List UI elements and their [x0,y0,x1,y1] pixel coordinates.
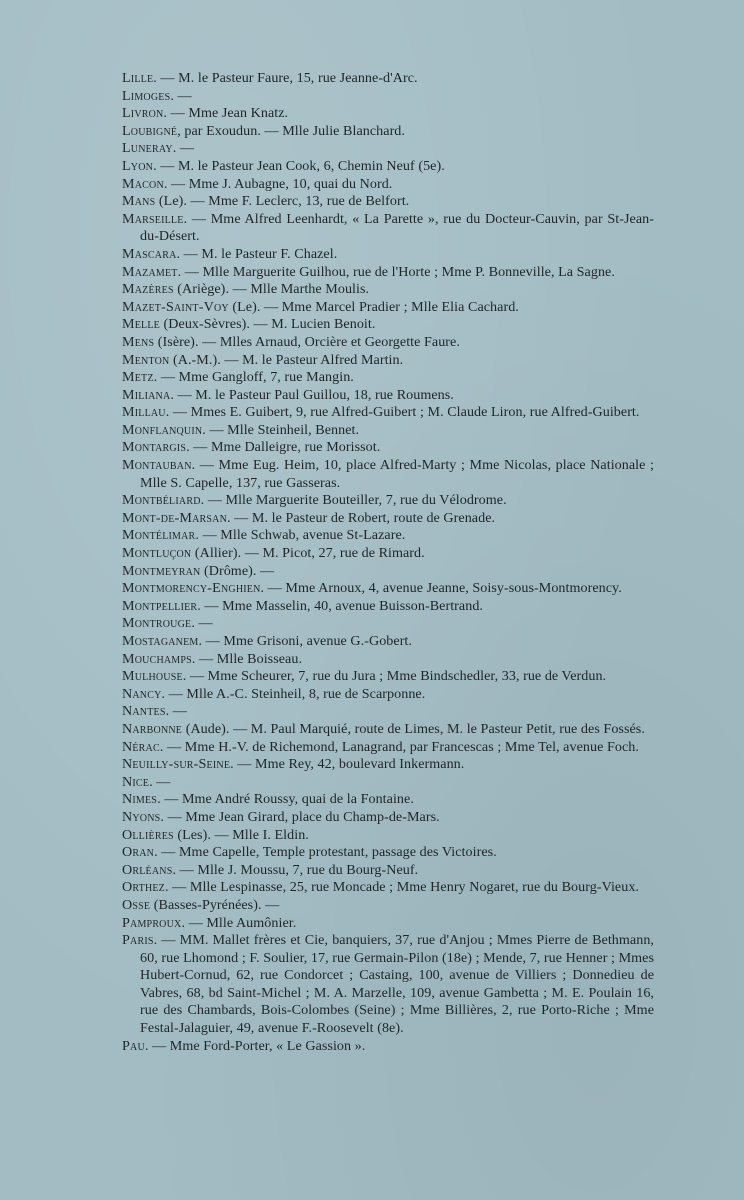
town-qualifier: (Allier) [191,545,238,562]
town-name: Mouchamps [122,650,192,667]
directory-entry [122,1038,654,1056]
separator-dash: . — [172,140,198,157]
contact-details: Mme Alfred Leenhardt, « La Parette », rue du Docteur-Cauvin, par St-Jean-du-Désert. [140,210,654,245]
town-name: Pau [122,1037,145,1054]
directory-entry [122,668,654,686]
directory-entry [122,915,654,933]
separator-dash: . — [182,668,208,685]
town-name: Lille [122,70,154,86]
directory-entry [122,158,654,176]
separator-dash: . — [165,703,191,720]
separator-dash: . — [153,932,180,949]
directory-entry [122,176,654,194]
contact-details: Mmes E. Guibert, 9, rue Alfred-Guibert ; M. Claude Liron, rue Alfred-Guibert. [190,404,640,421]
directory-entry [122,439,654,457]
separator-dash: . — [186,439,211,456]
separator-dash: . — [153,70,179,86]
town-name: Limoges [122,87,171,104]
separator-dash: . — [153,157,178,174]
contact-details: Mlle Marguerite Guilhou, rue de l'Horte ; Mme P. Bonneville, La Sagne. [202,263,615,280]
town-name: Mens [122,333,155,350]
contact-details: Mme Gangloff, 7, rue Mangin. [178,369,354,386]
town-name: Monflanquin [122,421,203,438]
town-name: Nice [122,773,150,790]
contact-details: Mme Dalleigre, rue Morissot. [210,439,381,456]
contact-details: Mlle Schwab, avenue St-Lazare. [220,527,406,544]
separator-dash: . — [230,756,255,773]
separator-dash: . — [260,580,286,597]
directory-entry [122,281,654,299]
contact-details: Mme Grisoni, avenue G.-Gobert. [223,633,412,649]
town-name: Osse [122,896,151,913]
contact-details: M. Picot, 27, rue de Rimard. [262,545,425,562]
contact-details: Mlle Steinheil, Bennet. [227,421,360,438]
separator-dash: . — [237,545,263,562]
directory-entry [122,246,654,264]
separator-dash: . — [157,791,182,808]
town-name: Melle [122,316,160,333]
contact-details: M. le Pasteur de Robert, route de Grenade. [251,509,496,526]
town-name: Mans [122,193,156,210]
separator-dash: . — [181,914,207,931]
separator-dash: . — [257,896,283,913]
town-name: Orléans [122,861,173,878]
contact-details: Mlle Julie Blanchard. [282,122,405,139]
directory-entry [122,827,654,845]
contact-details: M. le Pasteur Faure, 15, rue Jeanne-d'Arc. [178,70,418,86]
directory-entry [122,105,654,123]
town-name: Ollières [122,826,174,843]
separator-dash: . — [165,879,190,896]
separator-dash: . — [246,316,272,333]
directory-entry [122,193,654,211]
town-name: Montbéliard [122,492,201,509]
directory-entry [122,686,654,704]
contact-details: Mme Jean Girard, place du Champ-de-Mars. [185,808,440,825]
town-name: Livron [122,105,164,122]
town-name: Nancy [122,685,162,702]
directory-entry [122,756,654,774]
directory-entry [122,703,654,721]
separator-dash: . — [191,457,219,474]
separator-dash: . — [200,492,226,509]
contact-details: MM. Mallet frères et Cie, banquiers, 37, rue d'Anjou ; Mmes Pierre de Bethmann, 60, rue Lhomond ; F. Soulier, 17, rue Germain-Pilon (18e) ; Mende, 7, rue Henner ; Mmes Hubert-Cornud, 62, rue Condorcet ; Castaing, 100, avenue de Villiers ; Donnedieu de Vabres, 68, bd Saint-Michel ; M. A. Marzelle, 109, avenue Gambetta ; M. E. Poulain 16, rue des Chambards, Bois-Colombes (Seine) ; Mme Billières, 2, rue Porto-Riche ; Mme Festal-Jalaguier, 49, avenue F.-Roosevelt (8e). [140,932,654,1037]
contact-details: Mme Masselin, 40, avenue Buisson-Bertrand. [222,597,483,614]
directory-entry [122,527,654,545]
contact-details: Mme Capelle, Temple protestant, passage des Victoires. [178,844,497,861]
town-qualifier: (Basses-Pyrénées) [150,896,258,913]
directory-entry [122,140,654,158]
directory-entry [122,580,654,598]
town-name: Mostaganem [122,633,199,649]
town-qualifier: (Le) [228,298,257,315]
separator-dash: . — [225,720,251,737]
town-name: Mazamet [122,263,178,280]
contact-details: Mlle A.-C. Steinheil, 8, rue de Scarponne. [186,685,426,702]
contact-details: Mme Scheurer, 7, rue du Jura ; Mme Bindschedler, 33, rue de Verdun. [207,668,607,685]
directory-entry [122,862,654,880]
separator-dash: . — [207,826,233,843]
contact-details: M. Lucien Benoit. [271,316,376,333]
separator-dash: . — [154,844,179,861]
town-name: Pamproux [122,914,182,931]
directory-entry [122,879,654,897]
town-name: Oran [122,844,155,861]
contact-details: Mme F. Leclerc, 13, rue de Belfort. [208,193,410,210]
directory-entry [122,352,654,370]
contact-details: Mlle I. Eldin. [232,826,309,843]
town-name: Metz [122,369,154,386]
town-qualifier: (Isère) [154,333,195,350]
separator-dash: . — [160,808,186,825]
directory-entry [122,721,654,739]
separator-dash: . — [202,421,228,438]
directory-entry [122,334,654,352]
separator-dash: . — [257,122,283,139]
separator-dash: . — [197,597,223,614]
town-name: Narbonne [122,720,183,737]
directory-entry [122,123,654,141]
directory-entry [122,264,654,282]
separator-dash: . — [159,738,185,755]
separator-dash: . — [176,245,202,262]
contact-details: M. Paul Marquié, route de Limes, M. le Pasteur Petit, rue des Fossés. [250,720,645,737]
directory-entry [122,615,654,633]
town-name: Montélimar [122,527,196,544]
contact-details: Mme André Roussy, quai de la Fontaine. [181,791,414,808]
separator-dash: . — [170,87,196,104]
town-name: Nantes [122,703,166,720]
town-name: Montrouge [122,615,192,632]
town-qualifier: (Drôme) [200,562,253,579]
separator-dash: . — [170,386,196,403]
separator-dash: . — [256,298,282,315]
separator-dash: . — [191,615,217,632]
contact-details: M. le Pasteur F. Chazel. [201,245,338,262]
separator-dash: . — [144,1037,170,1054]
contact-details: Mlle Marguerite Bouteiller, 7, rue du Vélodrome. [225,492,507,509]
separator-dash: . — [163,105,189,122]
town-qualifier: (Les) [173,826,208,843]
directory-entry [122,598,654,616]
directory-list [122,70,654,1055]
contact-details: Mlle J. Moussu, 7, rue du Bourg-Neuf. [197,861,419,878]
contact-details: Mlle Boisseau. [216,650,303,667]
town-name: Millau [122,404,166,421]
directory-entry [122,88,654,106]
directory-entry [122,791,654,809]
contact-details: Mme Arnoux, 4, avenue Jeanne, Soisy-sous-Montmorency. [285,580,622,597]
contact-details: Mme J. Aubagne, 10, quai du Nord. [188,175,393,192]
directory-entry [122,404,654,422]
town-name: Mazères [122,281,174,298]
town-name: Marseille [122,210,184,227]
separator-dash: . — [227,509,252,526]
town-name: Paris [122,932,154,949]
separator-dash: . — [165,404,191,421]
directory-entry [122,633,654,651]
town-name: Miliana [122,386,171,403]
directory-entry [122,211,654,246]
town-qualifier: , par Exoudun [177,122,258,139]
directory-entry [122,774,654,792]
separator-dash: . — [195,527,221,544]
town-name: Nérac [122,738,160,755]
separator-dash: . — [191,650,217,667]
directory-entry [122,70,654,88]
town-name: Montluçon [122,545,192,562]
town-name: Mazet-Saint-Voy [122,298,229,315]
contact-details: Mme Marcel Pradier ; Mlle Elia Cachard. [281,298,519,315]
town-name: Menton [122,351,170,368]
directory-entry [122,457,654,492]
directory-entry [122,299,654,317]
town-name: Mulhouse [122,668,183,685]
town-name: Montmorency-Enghien [122,580,261,597]
contact-details: M. le Pasteur Jean Cook, 6, Chemin Neuf (5e). [177,157,445,174]
town-name: Orthez [122,879,165,896]
contact-details: Mlle Marthe Moulis. [250,281,370,298]
town-name: Nimes [122,791,158,808]
contact-details: Mlle Lespinasse, 25, rue Moncade ; Mme Henry Nogaret, rue du Bourg-Vieux. [189,879,639,896]
contact-details: M. le Pasteur Paul Guillou, 18, rue Roumens. [195,386,454,403]
town-qualifier: (Le) [155,193,184,210]
separator-dash: . — [198,633,224,649]
town-name: Montmeyran [122,562,201,579]
directory-entry [122,897,654,915]
town-name: Luneray [122,140,173,157]
separator-dash: . — [217,351,243,368]
separator-dash: . — [177,263,203,280]
separator-dash: . — [163,175,189,192]
contact-details: Mme Jean Knatz. [188,105,289,122]
directory-entry [122,387,654,405]
directory-entry [122,563,654,581]
contact-details: Mme H.-V. de Richemond, Lanagrand, par Francescas ; Mme Tel, avenue Foch. [184,738,639,755]
separator-dash: . — [252,562,278,579]
directory-entry [122,809,654,827]
town-name: Neuilly-sur-Seine [122,756,231,773]
town-name: Mont-de-Marsan [122,509,228,526]
directory-entry [122,510,654,528]
directory-entry [122,422,654,440]
directory-entry [122,844,654,862]
contact-details: Mme Ford-Porter, « Le Gassion ». [169,1037,366,1054]
town-name: Mascara [122,245,177,262]
directory-entry [122,932,654,1038]
contact-details: Mme Rey, 42, boulevard Inkermann. [255,756,465,773]
town-name: Loubigné [122,122,178,139]
separator-dash: . — [172,861,198,878]
separator-dash: . — [183,210,211,227]
town-qualifier: (Deux-Sèvres) [159,316,247,333]
town-qualifier: (Ariège) [173,281,226,298]
directory-entry [122,739,654,757]
directory-entry [122,545,654,563]
town-name: Montauban [122,457,192,474]
town-qualifier: (Aude) [182,720,226,737]
directory-entry [122,492,654,510]
separator-dash: . — [153,369,179,386]
contact-details: Mlle Aumônier. [206,914,297,931]
separator-dash: . — [161,685,187,702]
contact-details: M. le Pasteur Alfred Martin. [242,351,404,368]
directory-entry [122,316,654,334]
town-name: Macon [122,175,164,192]
contact-details: Mlles Arnaud, Orcière et Georgette Faure. [219,333,460,350]
town-name: Lyon [122,157,154,174]
contact-details: Mme Eug. Heim, 10, place Alfred-Marty ; Mme Nicolas, place Nationale ; Mlle S. Capelle, 137, rue Gasseras. [140,457,654,491]
directory-entry [122,369,654,387]
separator-dash: . — [194,333,220,350]
separator-dash: . — [149,773,174,790]
town-name: Montargis [122,439,187,456]
separator-dash: . — [183,193,209,210]
town-qualifier: (A.-M.) [169,351,218,368]
directory-entry [122,651,654,669]
separator-dash: . — [225,281,251,298]
town-name: Nyons [122,808,161,825]
town-name: Montpellier [122,597,198,614]
